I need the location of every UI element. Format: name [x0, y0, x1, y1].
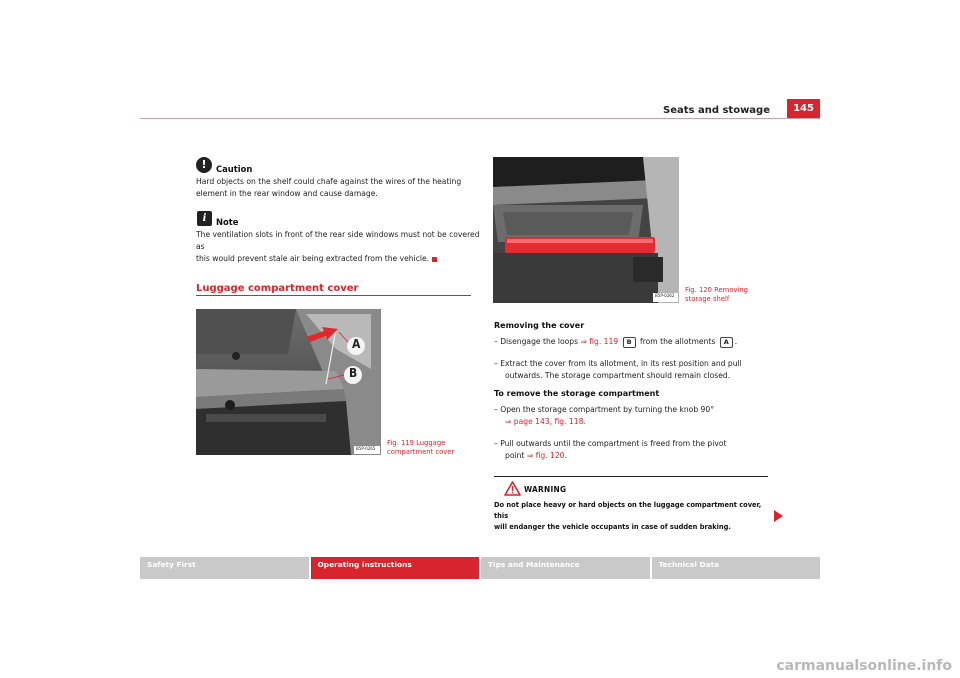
header-rule — [140, 118, 820, 119]
removing-cover-step-1: – Disengage the loops ⇒ fig. 119 B from the allotments A . — [494, 337, 738, 346]
footer-tab-tips-and-maintenance[interactable]: Tips and Maintenance — [481, 557, 650, 579]
figure-120-caption-line-1: Fig. 120 Removing — [685, 286, 748, 294]
info-icon: i — [197, 211, 212, 226]
figure-120-caption — [685, 286, 748, 304]
section-rule — [196, 295, 471, 296]
note-line-2: this would prevent stale air being extracted from the vehicle. — [196, 254, 430, 263]
figure-label-b: B — [349, 366, 358, 380]
figure-119-caption-line-2: compartment cover — [387, 448, 455, 456]
remove-storage-step-2: – Pull outwards until the compartment is freed from the pivot point ⇒ fig. 120. — [494, 439, 727, 460]
figure-120-image — [493, 157, 679, 303]
figure-120-caption-line-2: storage shelf — [685, 295, 730, 303]
caution-title: Caution — [216, 164, 253, 174]
warning-triangle-icon — [504, 481, 521, 500]
page-header-title: Seats and stowage — [663, 105, 770, 116]
fig-119-link[interactable]: ⇒ fig. 119 — [580, 337, 619, 346]
warning-line-2: will endanger the vehicle occupants in case of sudden braking. — [494, 522, 731, 531]
caution-text — [196, 176, 476, 200]
caution-line-1: Hard objects on the shelf could chafe against the wires of the heating — [196, 177, 462, 186]
figure-code: B5P-0265 — [356, 447, 376, 452]
remove-storage-heading: To remove the storage compartment — [494, 389, 660, 398]
figure-code: B5P-0262 — [655, 294, 675, 299]
figure-label-a: A — [352, 337, 361, 351]
page-number: 145 — [787, 99, 820, 118]
footer-tab-safety-first[interactable]: Safety First — [140, 557, 309, 579]
warning-text — [494, 499, 772, 532]
next-page-arrow-icon[interactable] — [774, 510, 783, 522]
figure-119-caption-line-1: Fig. 119 Luggage — [387, 439, 446, 447]
removing-cover-block — [494, 320, 784, 382]
warning-line-1: Do not place heavy or hard objects on the luggage compartment cover, this — [494, 500, 762, 520]
note-title: Note — [216, 217, 239, 227]
warning-title: WARNING — [524, 484, 567, 494]
watermark: carmanualsonline.info — [776, 658, 952, 674]
note-line-1: The ventilation slots in front of the rear side windows must not be covered as — [196, 230, 480, 251]
warning-box — [494, 476, 768, 531]
caution-line-2: element in the rear window and cause damage. — [196, 189, 378, 198]
badge-a: A — [720, 337, 733, 348]
remove-storage-step-1: – Open the storage compartment by turning the knob 90° ⇒ page 143, fig. 118. — [494, 404, 784, 428]
footer-tab-operating-instructions[interactable]: Operating instructions — [311, 557, 480, 579]
note-text — [196, 229, 481, 265]
figure-119-image — [196, 309, 381, 455]
exclamation-icon: ! — [196, 157, 212, 173]
figure-119-caption — [387, 439, 454, 457]
section-end-mark — [432, 257, 437, 262]
section-title: Luggage compartment cover — [196, 283, 359, 294]
page-143-link[interactable]: ⇒ page 143, fig. 118. — [505, 417, 586, 426]
footer-nav — [140, 557, 820, 579]
removing-cover-step-2: – Extract the cover from its allotment, in its rest position and pull outwards. The storage compartment should remain closed. — [494, 359, 742, 380]
fig-120-link[interactable]: ⇒ fig. 120 — [526, 451, 565, 460]
removing-cover-heading: Removing the cover — [494, 321, 585, 330]
badge-b: B — [623, 337, 636, 348]
remove-storage-block — [494, 388, 784, 462]
footer-tab-technical-data[interactable]: Technical Data — [652, 557, 821, 579]
